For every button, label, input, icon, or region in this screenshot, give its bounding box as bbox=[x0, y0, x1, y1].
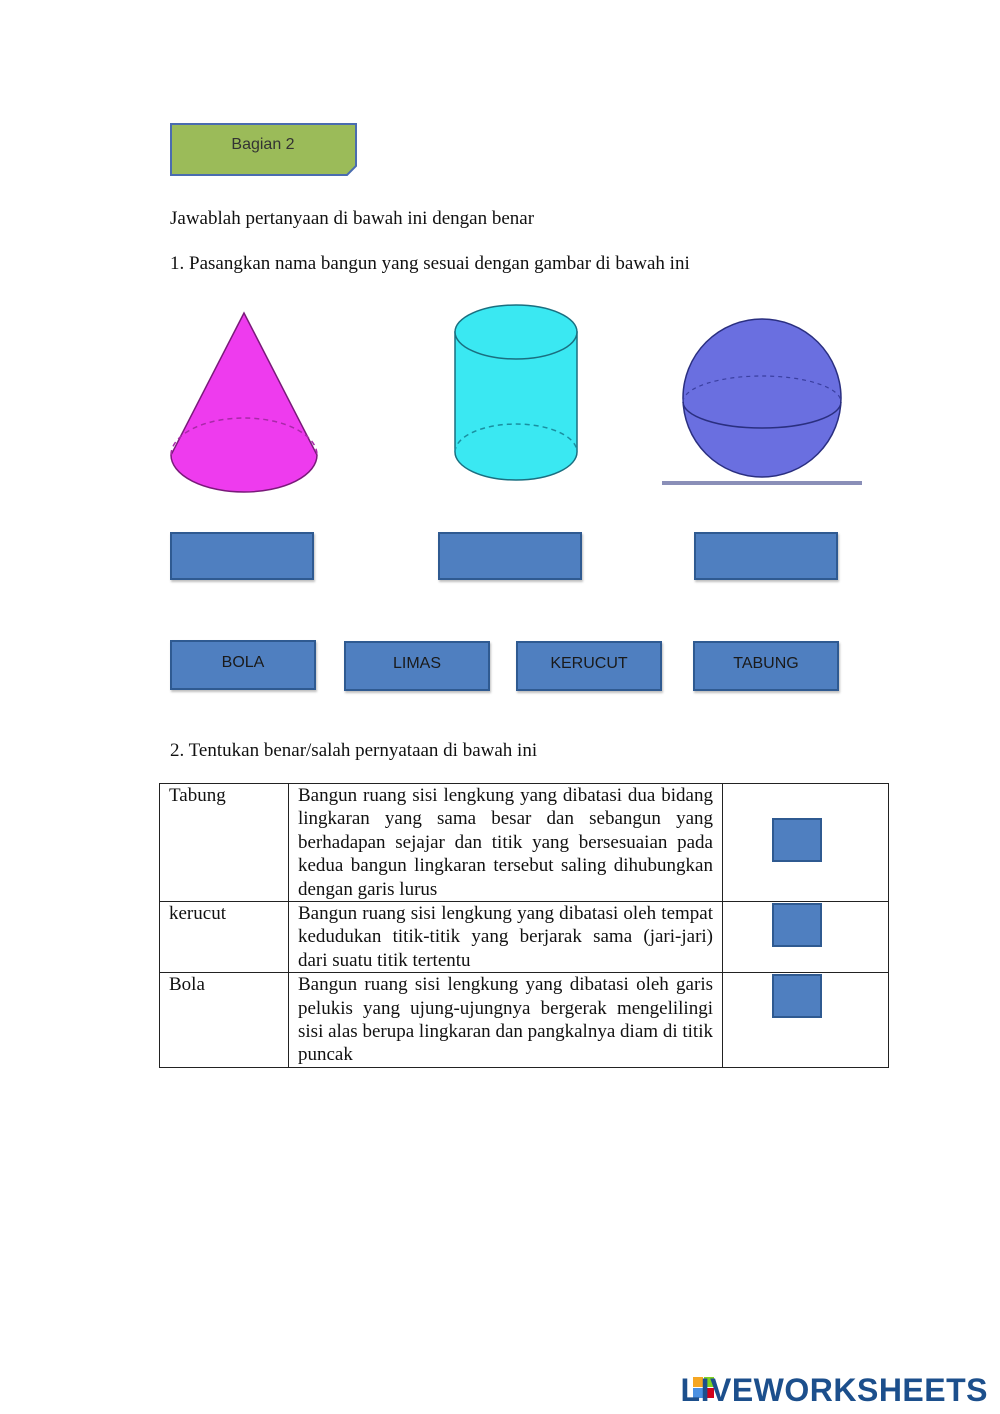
answer-cell bbox=[723, 902, 889, 973]
answer-card-limas[interactable]: LIMAS bbox=[344, 641, 490, 691]
statement-cell: Bangun ruang sisi lengkung yang dibatasi dua bidang lingkaran yang sama besar dan sebangun yang berhadapan sejajar dan titik yang bersesuaian pada kedua bangun lingkaran tersebut saling dihubungkan dengan garis lurus bbox=[289, 784, 723, 902]
true-false-answer-box[interactable] bbox=[772, 974, 822, 1018]
question-2-text: 2. Tentukan benar/salah pernyataan di bawah ini bbox=[170, 740, 538, 761]
answer-cell bbox=[723, 973, 889, 1068]
table-row bbox=[160, 784, 889, 902]
cylinder-image bbox=[452, 302, 580, 492]
answer-card-kerucut[interactable]: KERUCUT bbox=[516, 641, 662, 691]
answer-drop-box-cylinder[interactable] bbox=[438, 532, 582, 580]
answer-cell bbox=[723, 784, 889, 902]
statement-cell: Bangun ruang sisi lengkung yang dibatasi oleh tempat kedudukan titik-titik yang berjarak sama (jari-jari) dari suatu titik tertentu bbox=[289, 902, 723, 973]
section-tag bbox=[170, 123, 356, 175]
answer-card-tabung[interactable]: TABUNG bbox=[693, 641, 839, 691]
true-false-answer-box[interactable] bbox=[772, 903, 822, 947]
table-row bbox=[160, 902, 889, 973]
statement-cell: Bangun ruang sisi lengkung yang dibatasi oleh garis pelukis yang ujung-ujungnya bergerak mengelilingi sisi alas berupa lingkaran dan pangkalnya diam di titik puncak bbox=[289, 973, 723, 1068]
table-row bbox=[160, 973, 889, 1068]
brand-name: LIVEWORKSHEETS bbox=[680, 1372, 988, 1408]
cone-image bbox=[168, 305, 320, 500]
answer-card-bola[interactable]: BOLA bbox=[170, 640, 316, 690]
answer-drop-box-cone[interactable] bbox=[170, 532, 314, 580]
true-false-answer-box[interactable] bbox=[772, 818, 822, 862]
term-cell: Bola bbox=[160, 973, 289, 1068]
instruction-text: Jawablah pertanyaan di bawah ini dengan benar bbox=[170, 208, 535, 229]
term-cell: kerucut bbox=[160, 902, 289, 973]
question-1-text: 1. Pasangkan nama bangun yang sesuai dengan gambar di bawah ini bbox=[170, 253, 690, 274]
term-cell: Tabung bbox=[160, 784, 289, 902]
true-false-table bbox=[159, 783, 889, 1068]
section-label: Bagian 2 bbox=[231, 136, 295, 153]
sphere-image bbox=[662, 318, 862, 490]
answer-drop-box-sphere[interactable] bbox=[694, 532, 838, 580]
